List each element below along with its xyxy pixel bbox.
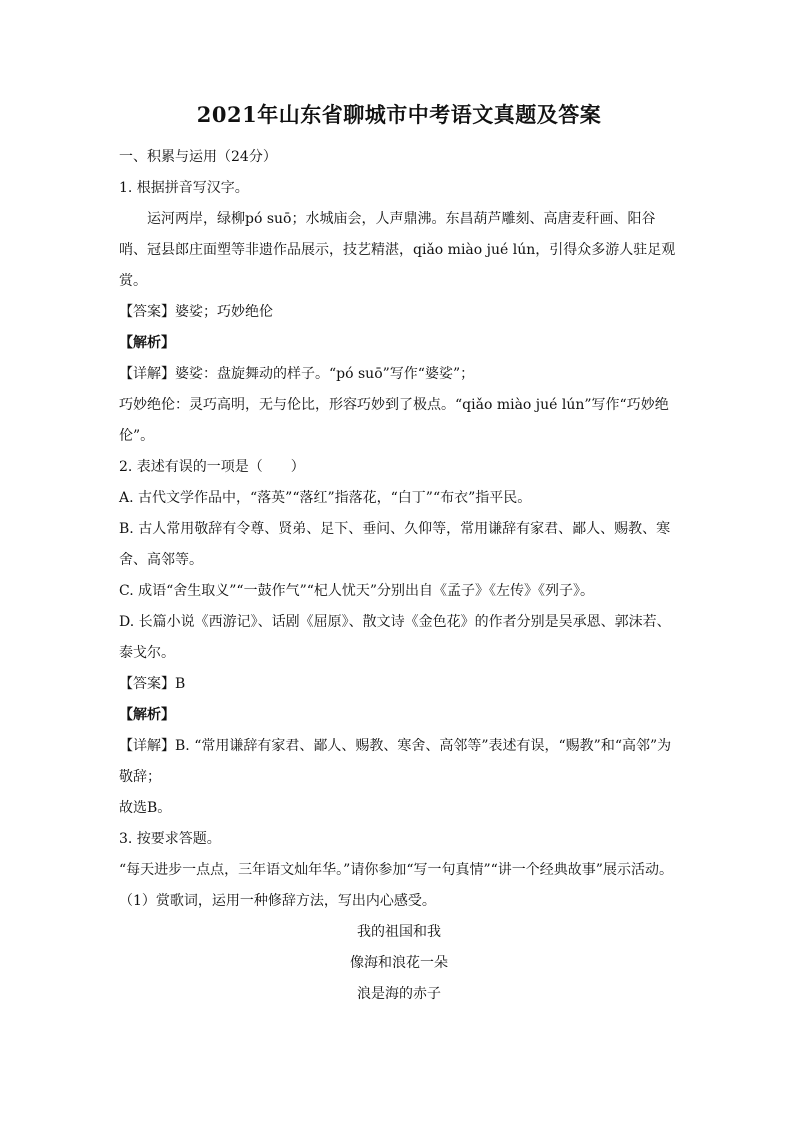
- question-2-detail-2: 故选B。: [119, 800, 172, 816]
- question-2-detail-1: 【详解】B. “常用谦辞有家君、鄙人、赐教、寒舍、高邻等”表述有误，“赐教”和“高邻”为敬辞；: [119, 738, 672, 785]
- question-1-detail-1: 【详解】婆娑：盘旋舞动的样子。“pó suō”写作“婆娑”；: [119, 366, 475, 382]
- question-1-analysis-label: 【解析】: [119, 335, 175, 351]
- document-page: [119, 100, 679, 1010]
- question-2-answer: 【答案】B: [119, 676, 186, 692]
- question-2-option-d: D. 长篇小说《西游记》、话剧《屈原》、散文诗《金色花》的作者分别是吴承恩、郭沫若、泰戈尔。: [119, 614, 671, 661]
- question-2-analysis-label: 【解析】: [119, 707, 175, 723]
- question-2-option-b: B. 古人常用敬辞有令尊、贤弟、足下、垂问、久仰等，常用谦辞有家君、鄙人、赐教、寒舍、高邻等。: [119, 521, 671, 568]
- question-1-answer: 【答案】婆娑；巧妙绝伦: [119, 304, 273, 320]
- question-3-sub-1: （1）赏歌词，运用一种修辞方法，写出内心感受。: [119, 893, 436, 909]
- question-1-stem: 1. 根据拼音写汉字。: [119, 180, 249, 196]
- lyric-line: 我的祖国和我: [357, 924, 441, 940]
- question-3-intro: “每天进步一点点，三年语文灿年华。”请你参加“写一句真情”“讲一个经典故事”展示活动。: [119, 862, 673, 878]
- question-2-stem: 2. 表述有误的一项是（ ）: [119, 459, 305, 475]
- page-title: 2021年山东省聊城市中考语文真题及答案: [196, 102, 602, 127]
- question-1-passage: 运河两岸，绿柳pó suō；水城庙会，人声鼎沸。东昌葫芦雕刻、高唐麦秆画、阳谷哨、冠县郎庄面塑等非遗作品展示，技艺精湛，qiǎo miào jué lún，引得众多游人驻足观赏。: [119, 211, 676, 289]
- section-heading: 一、积累与运用（24分）: [119, 149, 277, 165]
- question-2-option-a: A. 古代文学作品中，“落英”“落红”指落花，“白丁”“布衣”指平民。: [119, 490, 532, 506]
- question-2-option-c: C. 成语“舍生取义”“一鼓作气”“杞人忧天”分别出自《孟子》《左传》《列子》。: [119, 583, 595, 599]
- question-1-detail-2: 巧妙绝伦：灵巧高明，无与伦比，形容巧妙到了极点。“qiǎo miào jué lún”写作“巧妙绝伦”。: [119, 397, 669, 444]
- lyric-line: 浪是海的赤子: [357, 986, 441, 1002]
- lyric-line: 像海和浪花一朵: [350, 955, 448, 971]
- question-3-stem: 3. 按要求答题。: [119, 831, 221, 847]
